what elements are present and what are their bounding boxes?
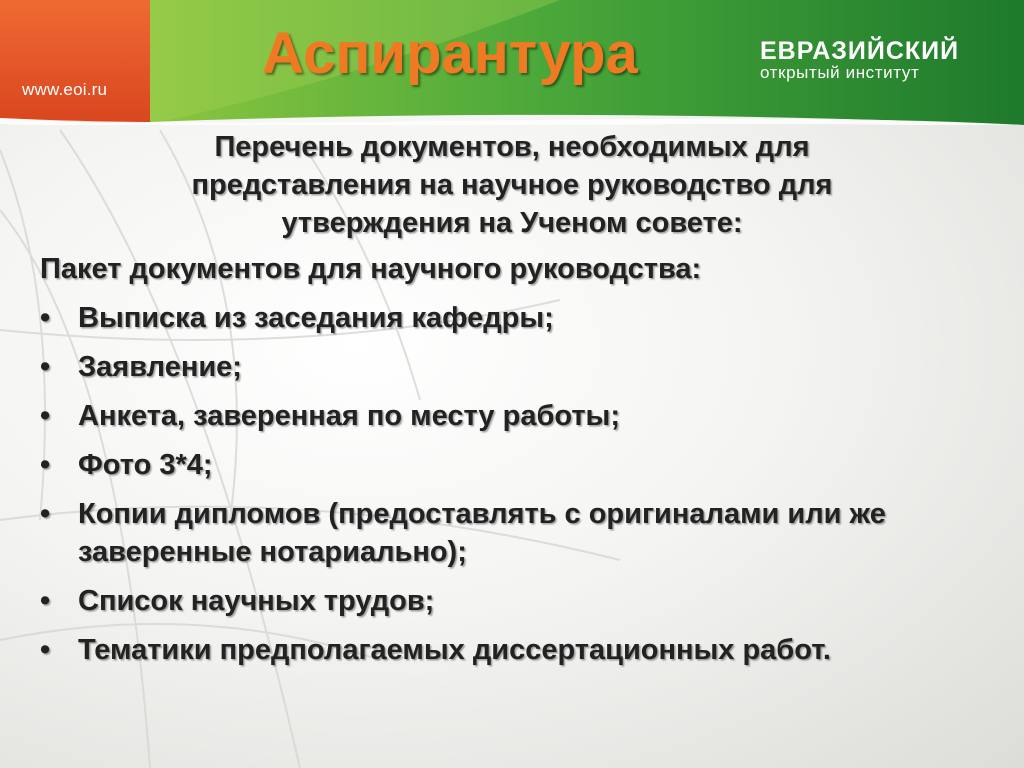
- bullet: •: [40, 585, 51, 617]
- list-item: [40, 446, 918, 484]
- list-item: [40, 348, 918, 386]
- list-item-text: Копии дипломов (предоставлять с оригиналами или же заверенные нотариально);: [78, 498, 886, 568]
- list-item: [40, 299, 918, 337]
- bullet: •: [40, 351, 51, 383]
- list-item-text: Фото 3*4;: [78, 449, 213, 481]
- list-item: [40, 495, 918, 571]
- site-url: www.eoi.ru: [22, 80, 108, 99]
- bullet: •: [40, 302, 51, 334]
- brand-subtitle: открытый институт: [760, 63, 920, 82]
- brand-logo: [760, 38, 959, 82]
- list-item: [40, 582, 918, 620]
- slide-title: Аспирантура: [262, 21, 638, 86]
- slide-subtitle: [0, 128, 1014, 242]
- list-item-text: Заявление;: [78, 351, 242, 383]
- list-item-text: Выписка из заседания кафедры;: [78, 302, 554, 334]
- list-item-text: Список научных трудов;: [78, 585, 435, 617]
- list-item: [40, 631, 918, 669]
- header-banner: [0, 0, 1024, 125]
- bullet: •: [40, 400, 51, 432]
- brand-name: ЕВРАЗИЙСКИЙ: [760, 37, 960, 65]
- slide-content: [0, 128, 1024, 669]
- bullet: •: [40, 634, 51, 666]
- list-item-text: Анкета, заверенная по месту работы;: [78, 400, 620, 432]
- subtitle-line: утверждения на Ученом совете:: [281, 207, 743, 239]
- list-item-text: Тематики предполагаемых диссертационных работ.: [78, 634, 831, 666]
- list-item: [40, 397, 918, 435]
- bullet: •: [40, 498, 51, 530]
- subtitle-line: представления на научное руководство для: [191, 169, 833, 201]
- bullet: •: [40, 449, 51, 481]
- subtitle-line: Перечень документов, необходимых для: [214, 131, 810, 163]
- lead-text: Пакет документов для научного руководства:: [40, 253, 702, 285]
- document-list: [0, 299, 1024, 669]
